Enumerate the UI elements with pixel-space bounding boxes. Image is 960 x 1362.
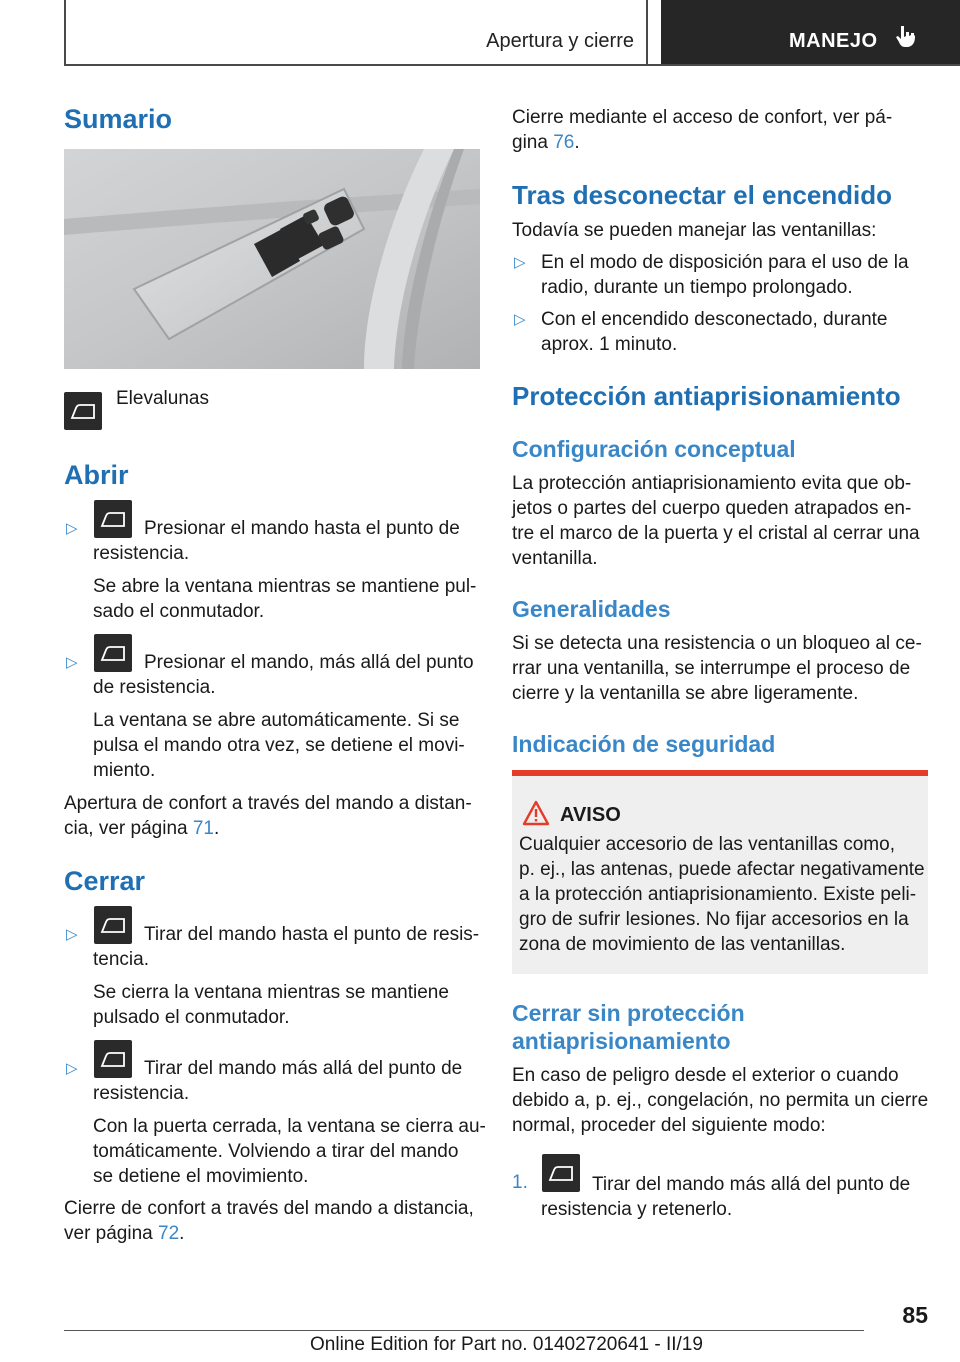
photo-caption: Elevalunas <box>116 388 209 409</box>
bullet-marker: ▷ <box>66 1060 78 1077</box>
cerrar-item-1-line1: Tirar del mando hasta el punto de resis- <box>144 924 480 945</box>
abrir-item-1-line2: resistencia. <box>93 543 190 564</box>
cerrar-note-line2 <box>64 1221 184 1246</box>
abrir-item-2-sub1: La ventana se abre automáticamente. Si se <box>93 710 460 731</box>
cerrar-note-text: ver página <box>64 1223 159 1244</box>
footer-edition: Online Edition for Part no. 01402720641 - II/19 <box>310 1334 703 1355</box>
cerrar-note-line1: Cierre de confort a través del mando a distancia, <box>64 1198 474 1219</box>
page-number: 85 <box>902 1302 928 1328</box>
warning-title: AVISO <box>560 804 621 826</box>
cerrar-item-1-line2: tencia. <box>93 949 149 970</box>
page-link-71[interactable]: 71 <box>192 818 214 839</box>
tras-item-1-line1: En el modo de disposición para el uso de la <box>541 252 909 273</box>
page-link-72[interactable]: 72 <box>158 1223 180 1244</box>
header-section <box>66 0 648 64</box>
proteccion-heading: Protección antiaprisionamiento <box>512 381 901 411</box>
abrir-note-line2 <box>64 816 219 841</box>
cerrar-item-2-sub2: tomáticamente. Volviendo a tirar del mando <box>93 1141 459 1162</box>
header-chapter-title: MANEJO <box>789 30 878 52</box>
warning-line-4: gro de sufrir lesiones. No fijar accesorios en la <box>519 909 909 930</box>
gen-line-2: rrar una ventanilla, se interrumpe el proceso de <box>512 658 911 679</box>
abrir-item-2-line2: de resistencia. <box>93 677 216 698</box>
gen-line-3: cierre y la ventanilla se abre ligeramente. <box>512 683 859 704</box>
cerrar-heading: Cerrar <box>64 866 146 896</box>
tras-item-2-line2: aprox. 1 minuto. <box>541 334 678 355</box>
cerrar-item-1-sub2: pulsado el conmutador. <box>93 1007 290 1028</box>
footer-rule <box>64 1330 864 1331</box>
conf-line-3: tre el marco de la puerta y el cristal al cerrar una <box>512 523 920 544</box>
cerrar-item-2-sub1: Con la puerta cerrada, la ventana se cierra au- <box>93 1116 486 1137</box>
bullet-marker: ▷ <box>66 926 78 943</box>
step1-line1: Tirar del mando más allá del punto de <box>592 1174 911 1195</box>
seguridad-heading: Indicación de seguridad <box>512 731 776 757</box>
window-lift-icon <box>542 1154 580 1192</box>
warning-box <box>512 770 928 974</box>
conf-line-4: ventanilla. <box>512 548 598 569</box>
intro-text: gina <box>512 132 554 153</box>
sin-line-2: debido a, p. ej., congelación, no permita un cierre <box>512 1090 929 1111</box>
cerrar-item-2-line2: resistencia. <box>93 1083 190 1104</box>
abrir-note-text: cia, ver página <box>64 818 193 839</box>
cerrar-item-2-line1: Tirar del mando más allá del punto de <box>144 1058 463 1079</box>
warning-line-3: a la protección antiaprisionamiento. Existe peli- <box>519 884 917 905</box>
step1-line2: resistencia y retenerlo. <box>541 1199 733 1220</box>
window-lift-icon <box>94 500 132 538</box>
sin-proteccion-heading-1: Cerrar sin protección <box>512 1000 745 1026</box>
warning-triangle-icon <box>522 800 550 826</box>
abrir-item-1-sub2: sado el conmutador. <box>93 601 265 622</box>
abrir-item-1-line1: Presionar el mando hasta el punto de <box>144 518 460 539</box>
period: . <box>574 132 580 153</box>
cerrar-item-2-sub3: se detiene el movimiento. <box>93 1166 309 1187</box>
bullet-marker: ▷ <box>66 520 78 537</box>
abrir-note-line1: Apertura de confort a través del mando a distan- <box>64 793 472 814</box>
intro-line1: Cierre mediante el acceso de confort, ver pá- <box>512 107 893 128</box>
tras-item-1-line2: radio, durante un tiempo prolongado. <box>541 277 853 298</box>
window-lift-icon <box>94 634 132 672</box>
cerrar-item-1-sub1: Se cierra la ventana mientras se mantiene <box>93 982 449 1003</box>
abrir-item-2-sub2: pulsa el mando otra vez, se detiene el movi- <box>93 735 465 756</box>
sin-line-1: En caso de peligro desde el exterior o cuando <box>512 1065 899 1086</box>
step-number: 1. <box>512 1172 528 1193</box>
warning-line-5: zona de movimiento de las ventanillas. <box>519 934 846 955</box>
sumario-heading: Sumario <box>64 104 173 134</box>
gen-line-1: Si se detecta una resistencia o un bloqueo al ce- <box>512 633 922 654</box>
warning-line-1: Cualquier accesorio de las ventanillas como, <box>519 834 895 855</box>
tras-text: Todavía se pueden manejar las ventanillas: <box>512 220 877 241</box>
header-section-title: Apertura y cierre <box>486 30 634 52</box>
conf-line-1: La protección antiaprisionamiento evita que ob- <box>512 473 912 494</box>
abrir-item-1-sub1: Se abre la ventana mientras se mantiene pul- <box>93 576 477 597</box>
configuracion-heading: Configuración conceptual <box>512 436 796 462</box>
header-rule <box>64 64 960 66</box>
tras-item-2-line1: Con el encendido desconectado, durante <box>541 309 888 330</box>
window-lift-icon <box>64 392 102 430</box>
window-switch-photo <box>64 149 480 369</box>
abrir-item-2-line1: Presionar el mando, más allá del punto <box>144 652 474 673</box>
sin-proteccion-heading-2: antiaprisionamiento <box>512 1028 731 1054</box>
bullet-marker: ▷ <box>66 654 78 671</box>
warning-line-2: p. ej., las antenas, puede afectar negativamente <box>519 859 925 880</box>
period: . <box>214 818 220 839</box>
hand-pointer-icon <box>893 24 919 52</box>
bullet-marker: ▷ <box>514 311 526 328</box>
conf-line-2: jetos o partes del cuerpo queden atrapados en- <box>512 498 912 519</box>
tras-heading: Tras desconectar el encendido <box>512 180 893 210</box>
header-chapter <box>661 0 960 66</box>
page-link-76[interactable]: 76 <box>553 132 575 153</box>
abrir-item-2-sub3: miento. <box>93 760 156 781</box>
window-lift-icon <box>94 906 132 944</box>
sin-line-3: normal, proceder del siguiente modo: <box>512 1115 826 1136</box>
generalidades-heading: Generalidades <box>512 596 671 622</box>
window-lift-icon <box>94 1040 132 1078</box>
intro-line2 <box>512 130 580 155</box>
period: . <box>179 1223 185 1244</box>
bullet-marker: ▷ <box>514 254 526 271</box>
abrir-heading: Abrir <box>64 460 129 490</box>
